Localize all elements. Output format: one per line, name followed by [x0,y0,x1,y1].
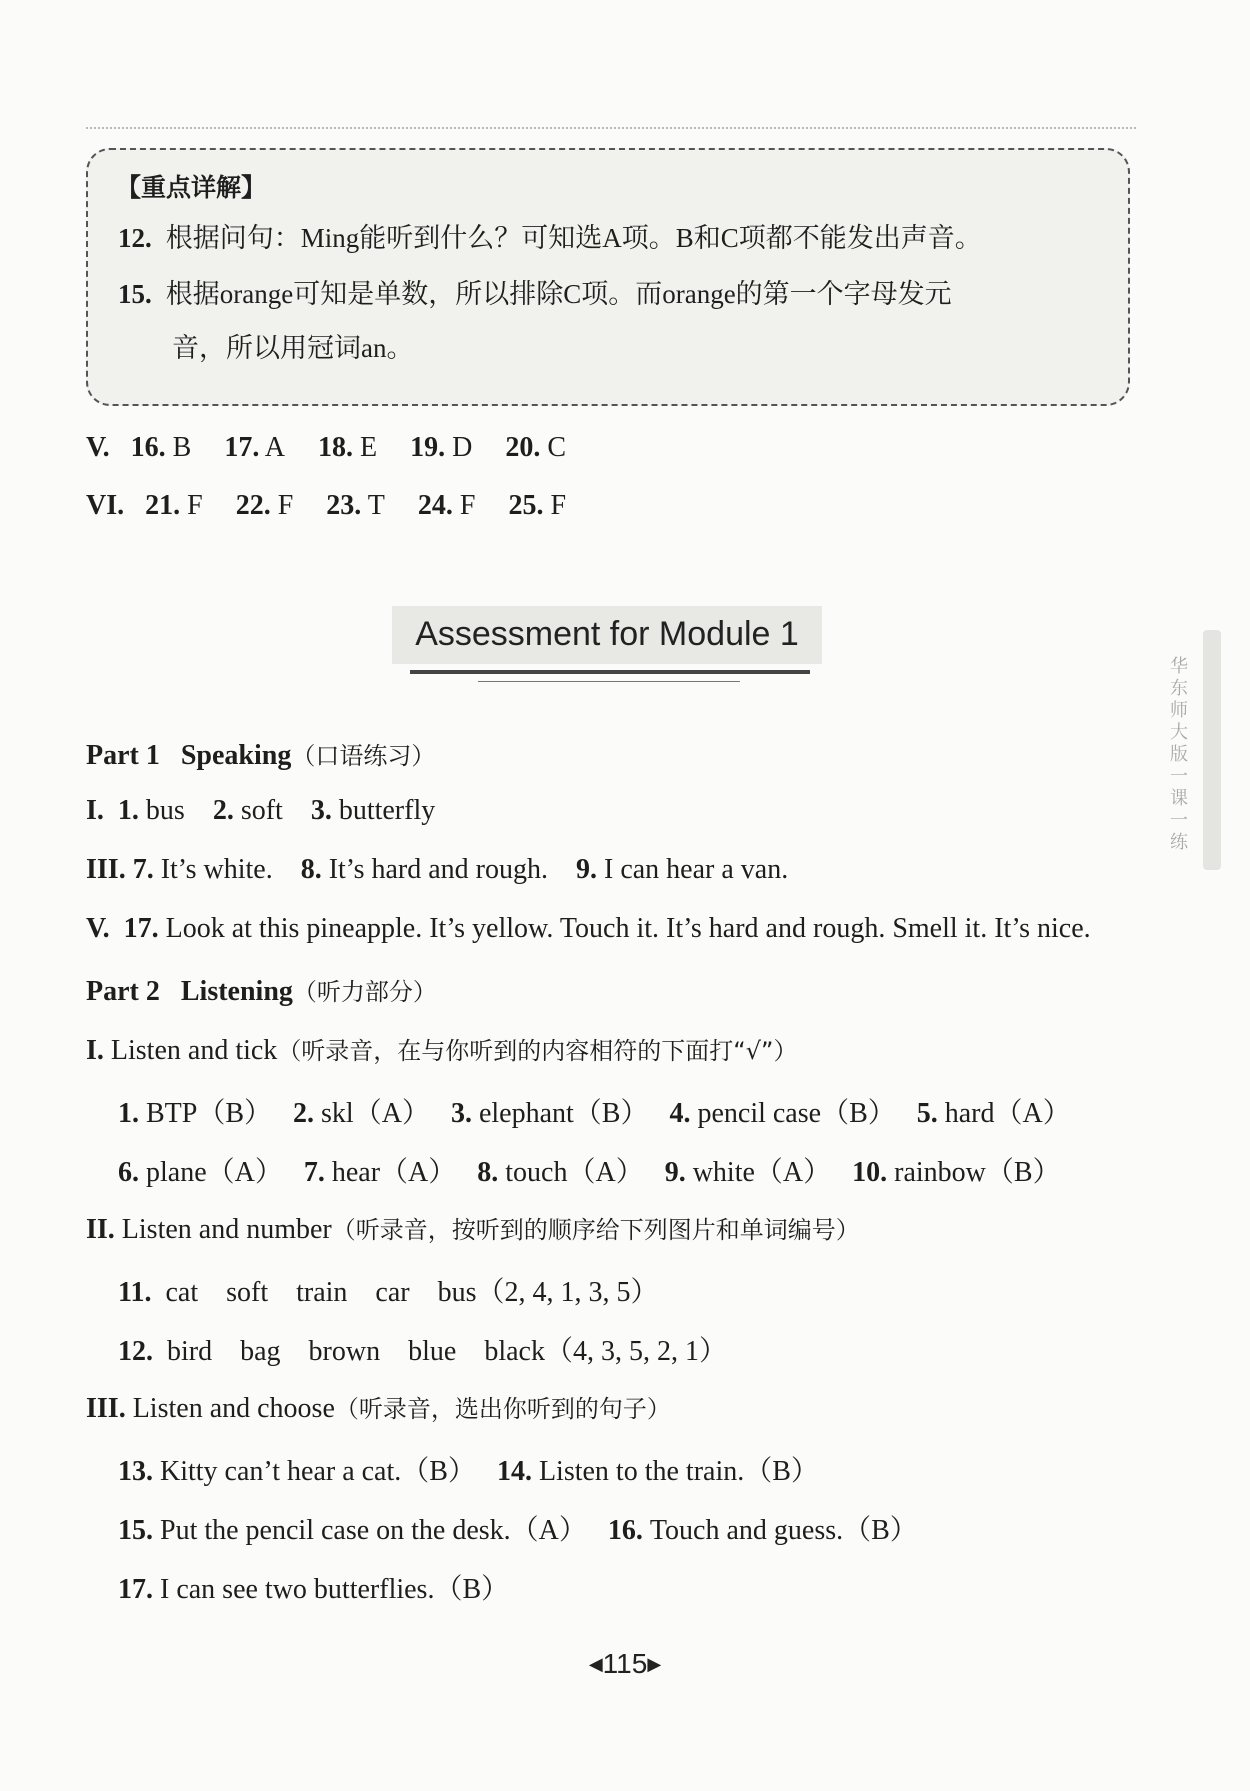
answer-number: 25. [508,490,544,521]
word: black [484,1336,545,1367]
speaking-line-iii [86,854,788,886]
key-point-text: 音，所以用冠词an。 [172,333,414,363]
answer-number: 19. [410,432,446,463]
item-answer: white（A） [692,1157,832,1188]
item-answer: BTP（B） [146,1098,273,1129]
key-points-title: 【重点详解】 [116,173,267,202]
answers-row-v [86,432,566,464]
roman-label: I. [86,795,104,826]
roman-label: III. [86,1393,126,1424]
item-number: 17. [118,1574,153,1605]
title-underline [410,670,810,674]
item-answer: Listen to the train.（B） [538,1456,819,1487]
item-answer: skl（A） [321,1098,430,1129]
word: cat [165,1277,199,1308]
section-iii-row [118,1567,509,1607]
section-iii-row [118,1449,819,1489]
section-iii-heading [86,1389,671,1425]
item-answer: I can see two butterflies.（B） [160,1574,510,1605]
item-answer: （2, 4, 1, 3, 5） [476,1277,659,1308]
key-point-item [118,272,952,311]
answer-value: E [360,432,378,463]
part2-heading [86,972,437,1008]
word: train [296,1277,348,1308]
answers-row-vi [86,490,566,522]
side-tab [1203,630,1221,870]
item-number: 17. [123,913,159,944]
word: car [375,1277,410,1308]
item-answer: hard（A） [944,1098,1071,1129]
roman-label: I. [86,1035,104,1066]
section-title: Listen and choose [132,1393,335,1424]
section-cn: （听录音，选出你听到的句子） [334,1395,671,1423]
item-answer: Touch and guess.（B） [649,1515,918,1546]
item-number: 6. [118,1157,139,1188]
section-i-row [118,1150,1061,1190]
answer-value: F [277,490,294,521]
roman-label: V. [86,432,110,463]
answer-number: 17. [224,432,260,463]
answer-number: 20. [505,432,541,463]
item-number: 1. [118,1098,139,1129]
part-name: Speaking [180,740,292,771]
item-number: 10. [852,1157,888,1188]
item-answer: touch（A） [505,1157,644,1188]
answer-number: 24. [417,490,453,521]
item-text: It’s hard and rough. [328,854,548,885]
item-number: 11. [118,1277,152,1308]
roman-label: VI. [86,490,125,521]
item-text: Look at this pineapple. It’s yellow. Touch it. It’s hard and rough. Smell it. It’s nice. [165,913,1091,944]
section-ii-heading [86,1210,860,1246]
roman-label: III. [86,854,126,885]
part-cn: （听力部分） [292,978,437,1006]
section-ii-row [118,1270,659,1310]
page-number [565,1648,685,1680]
answer-value: C [547,432,567,463]
item-number: 13. [118,1456,153,1487]
word: blue [408,1336,457,1367]
item-text: butterfly [338,795,436,826]
word: soft [226,1277,269,1308]
item-number: 3. [310,795,332,826]
part-cn: （口语练习） [291,742,436,770]
answer-value: F [550,490,567,521]
answer-value: F [187,490,203,521]
roman-label: II. [86,1214,115,1245]
answer-value: D [452,432,473,463]
speaking-line-i [86,795,435,827]
section-cn: （听录音，在与你听到的内容相符的下面打“√”） [277,1037,798,1065]
item-number: 2. [212,795,234,826]
section-title: Listen and number [121,1214,332,1245]
left-triangle-icon: ◀ [588,1654,603,1674]
word: bag [240,1336,281,1367]
item-answer: Kitty can’t hear a cat.（B） [160,1456,476,1487]
item-number: 7. [303,1157,325,1188]
top-divider [86,127,1136,129]
section-iii-row [118,1508,918,1548]
roman-label: V. [86,913,110,944]
word: brown [308,1336,381,1367]
item-number: 3. [450,1098,472,1129]
section-ii-row [118,1329,727,1369]
item-number: 7. [132,854,154,885]
item-number: 14. [496,1456,532,1487]
speaking-line-v [86,913,1091,945]
right-triangle-icon: ▶ [647,1654,662,1674]
word: bird [167,1336,213,1367]
item-answer: plane（A） [146,1157,283,1188]
item-number: 12. [118,1336,153,1367]
section-title: Listen and tick [110,1035,278,1066]
key-point-number: 12. [118,223,152,253]
side-tab-text: 华东师大版一课一练 [1167,656,1188,854]
item-text: I can hear a van. [604,854,789,885]
item-answer: hear（A） [331,1157,457,1188]
item-number: 8. [477,1157,499,1188]
part1-heading [86,736,435,772]
item-text: It’s white. [160,854,273,885]
answer-value: B [172,432,192,463]
key-point-text: 根据orange可知是单数，所以排除C项。而orange的第一个字母发元 [165,279,952,309]
item-answer: pencil case（B） [697,1098,896,1129]
item-number: 9. [664,1157,686,1188]
item-number: 16. [607,1515,643,1546]
item-answer: Put the pencil case on the desk.（A） [160,1515,587,1546]
section-i-row [118,1091,1071,1131]
key-point-text: 根据问句：Ming能听到什么？可知选A项。B和C项都不能发出声音。 [165,223,982,253]
answer-number: 22. [235,490,271,521]
item-number: 15. [118,1515,153,1546]
part-name: Listening [180,976,293,1007]
item-number: 2. [293,1098,315,1129]
item-number: 4. [669,1098,691,1129]
item-answer: （4, 3, 5, 2, 1） [544,1336,727,1367]
item-number: 9. [576,854,597,885]
title-underline-thin [478,681,740,682]
answer-number: 21. [145,490,181,521]
item-number: 5. [916,1098,938,1129]
page-number-text: 115 [602,1648,648,1679]
answer-number: 18. [318,432,354,463]
answer-value: A [264,432,286,463]
item-text: soft [240,795,283,826]
item-answer: elephant（B） [478,1098,649,1129]
assessment-title: Assessment for Module 1 [392,606,822,664]
section-cn: （听录音，按听到的顺序给下列图片和单词编号） [331,1216,860,1244]
word: bus [437,1277,477,1308]
key-point-item [172,326,413,365]
key-point-item [118,216,982,255]
key-points-box [86,148,1130,406]
answer-number: 16. [130,432,166,463]
item-number: 8. [300,854,322,885]
key-point-number: 15. [118,279,152,309]
section-i-heading [86,1031,797,1067]
part-label: Part 2 [86,976,160,1007]
item-text: bus [145,795,185,826]
answer-value: T [367,490,385,521]
answer-number: 23. [326,490,362,521]
answer-value: F [459,490,476,521]
item-answer: rainbow（B） [894,1157,1061,1188]
part-label: Part 1 [86,740,160,771]
item-number: 1. [117,795,139,826]
